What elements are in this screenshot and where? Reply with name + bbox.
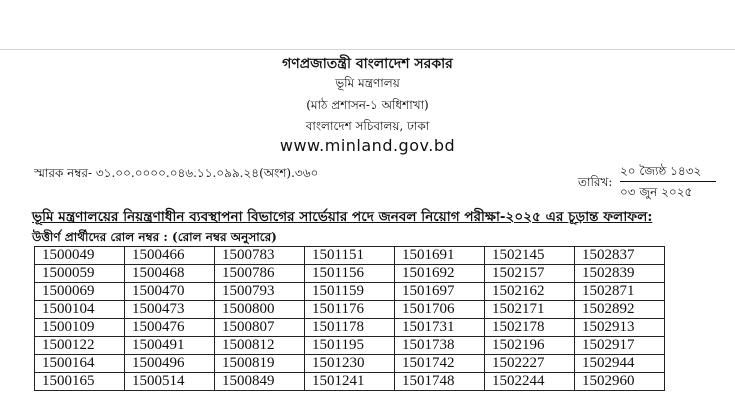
- table-row: [35, 265, 665, 283]
- roll-number-cell: 1501706: [395, 301, 485, 319]
- memo-dates: [620, 161, 716, 202]
- roll-number-cell: 1501195: [305, 337, 395, 355]
- ministry-name: ভূমি মন্ত্রণালয়: [335, 76, 400, 90]
- roll-number-cell: 1500800: [215, 301, 305, 319]
- roll-number-cell: 1501748: [395, 373, 485, 391]
- roll-number-cell: 1500812: [215, 337, 305, 355]
- roll-number-cell: 1500122: [35, 337, 125, 355]
- memo-number: স্মারক নম্বর- ৩১.০০.০০০০.০৪৬.১১.০৯৯.২৪(অংশ).৩৬০: [34, 166, 319, 180]
- roll-number-table: [34, 246, 665, 391]
- roll-number-cell: 1501691: [395, 247, 485, 265]
- roll-number-cell: 1502837: [575, 247, 665, 265]
- roll-number-cell: 1500104: [35, 301, 125, 319]
- roll-number-cell: 1502944: [575, 355, 665, 373]
- roll-number-cell: 1500473: [125, 301, 215, 319]
- roll-number-cell: 1501230: [305, 355, 395, 373]
- table-row: [35, 301, 665, 319]
- roll-number-cell: 1500807: [215, 319, 305, 337]
- roll-number-cell: 1500514: [125, 373, 215, 391]
- roll-number-cell: 1501697: [395, 283, 485, 301]
- roll-number-cell: 1501176: [305, 301, 395, 319]
- roll-number-cell: 1500470: [125, 283, 215, 301]
- table-row: [35, 337, 665, 355]
- wing-name: (মাঠ প্রশাসন-১ অধিশাখা): [306, 98, 429, 112]
- government-heading: গণপ্রজাতন্ত্রী বাংলাদেশ সরকার: [282, 56, 453, 72]
- roll-number-cell: 1502960: [575, 373, 665, 391]
- roll-number-cell: 1502178: [485, 319, 575, 337]
- date-english: ০৩ জুন ২০২৫: [620, 185, 693, 199]
- date-label: তারিখ:: [578, 175, 613, 189]
- page-top-border: [0, 49, 735, 50]
- table-row: [35, 247, 665, 265]
- roll-number-cell: 1500793: [215, 283, 305, 301]
- roll-number-cell: 1502871: [575, 283, 665, 301]
- table-row: [35, 319, 665, 337]
- roll-number-cell: 1500786: [215, 265, 305, 283]
- roll-number-cell: 1500468: [125, 265, 215, 283]
- roll-number-cell: 1500109: [35, 319, 125, 337]
- roll-number-cell: 1500069: [35, 283, 125, 301]
- roll-number-cell: 1501692: [395, 265, 485, 283]
- secretariat-address: বাংলাদেশ সচিবালয়, ঢাকা: [305, 119, 430, 133]
- roll-number-cell: 1502145: [485, 247, 575, 265]
- table-row: [35, 283, 665, 301]
- table-row: [35, 373, 665, 391]
- roll-number-cell: 1500819: [215, 355, 305, 373]
- roll-number-cell: 1500466: [125, 247, 215, 265]
- roll-number-cell: 1502227: [485, 355, 575, 373]
- roll-number-cell: 1501156: [305, 265, 395, 283]
- roll-number-cell: 1500165: [35, 373, 125, 391]
- roll-number-cell: 1500783: [215, 247, 305, 265]
- roll-number-cell: 1502917: [575, 337, 665, 355]
- table-row: [35, 355, 665, 373]
- roll-number-cell: 1501159: [305, 283, 395, 301]
- roll-number-cell: 1501738: [395, 337, 485, 355]
- roll-number-cell: 1502892: [575, 301, 665, 319]
- roll-number-cell: 1502157: [485, 265, 575, 283]
- roll-number-cell: 1500164: [35, 355, 125, 373]
- roll-number-cell: 1500491: [125, 337, 215, 355]
- roll-number-cell: 1502196: [485, 337, 575, 355]
- roll-number-cell: 1501151: [305, 247, 395, 265]
- roll-number-cell: 1500476: [125, 319, 215, 337]
- website-url: www.minland.gov.bd: [279, 136, 456, 155]
- roll-number-cell: 1502244: [485, 373, 575, 391]
- roll-number-cell: 1501241: [305, 373, 395, 391]
- roll-number-cell: 1501742: [395, 355, 485, 373]
- roll-number-cell: 1500849: [215, 373, 305, 391]
- result-subtitle: উত্তীর্ণ প্রার্থীদের রোল নম্বর : (রোল নম্বর অনুসারে): [32, 230, 277, 244]
- roll-number-cell: 1502913: [575, 319, 665, 337]
- roll-number-cell: 1500049: [35, 247, 125, 265]
- roll-number-cell: 1501731: [395, 319, 485, 337]
- result-title: ভূমি মন্ত্রণালয়ের নিয়ন্ত্রণাধীন ব্যবস্থাপনা বিভাগের সার্ভেয়ার পদে জনবল নিয়োগ পরীক্ষা-২০২৫ এর চূড়ান্ত ফলাফল:: [32, 209, 653, 225]
- roll-number-cell: 1500496: [125, 355, 215, 373]
- roll-number-cell: 1502162: [485, 283, 575, 301]
- date-bangla: ২০ জ্যৈষ্ঠ ১৪৩২: [620, 161, 716, 182]
- roll-number-cell: 1500059: [35, 265, 125, 283]
- roll-number-cell: 1502839: [575, 265, 665, 283]
- roll-number-cell: 1502171: [485, 301, 575, 319]
- roll-number-cell: 1501178: [305, 319, 395, 337]
